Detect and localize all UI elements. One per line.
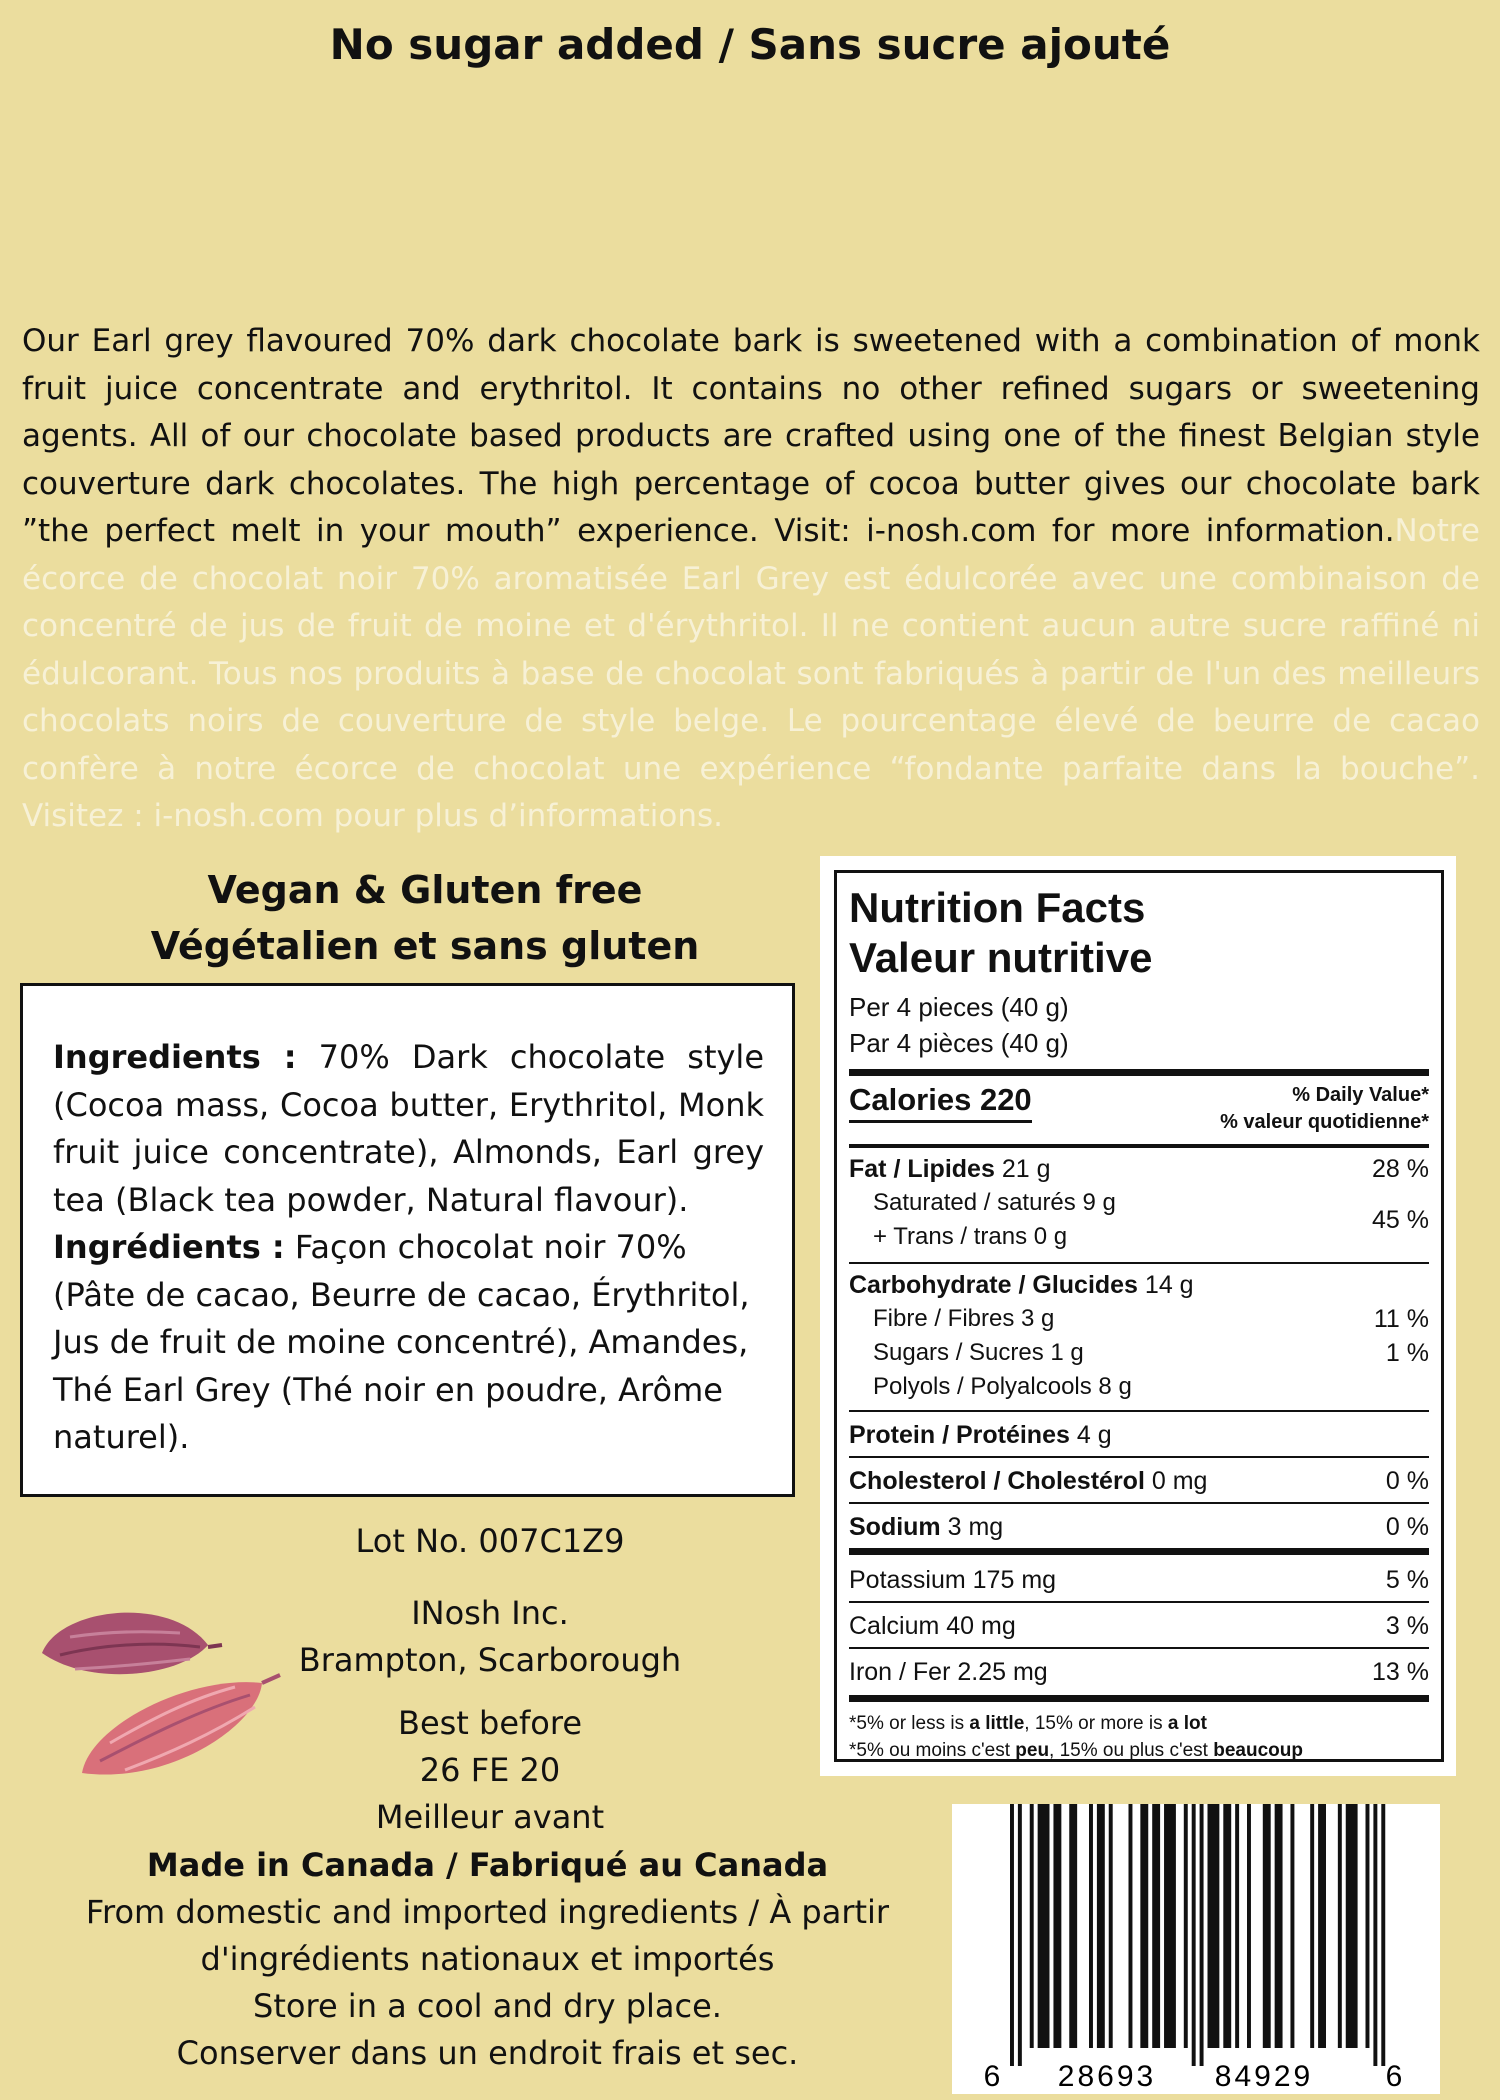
- barcode-bar: [1184, 1804, 1188, 2048]
- barcode-bar: [1089, 1804, 1093, 2048]
- footnote-en: *5% or less is a little, 15% or more is a lot: [849, 1713, 1207, 1734]
- barcode-bar: [1310, 1804, 1314, 2048]
- calories-row: [849, 1076, 1429, 1144]
- fat-block: [849, 1148, 1429, 1254]
- ingredients-label-en: Ingredients :: [53, 1038, 297, 1076]
- ingredients-text-en: 70% Dark chocolate style (Cocoa mass, Cocoa butter, Erythritol, Monk fruit juice concentrate), Almonds, Earl grey tea (Black tea powder, Natural flavour).: [53, 1038, 765, 1219]
- calcium-row: [849, 1603, 1429, 1647]
- barcode-bar: [1129, 1804, 1133, 2048]
- barcode-bar: [1097, 1804, 1105, 2048]
- carbohydrate-row: [849, 1268, 1429, 1302]
- ingredients-french: [53, 1224, 764, 1462]
- barcode-bar: [1373, 1804, 1377, 2066]
- sat-trans-pct: 45 %: [1372, 1206, 1429, 1234]
- daily-value-header: [1220, 1082, 1429, 1136]
- storage-french: Conserver dans un endroit frais et sec.: [176, 2034, 799, 2072]
- sugars-row: Sugars / Sucres 1 g: [873, 1339, 1084, 1366]
- ingredients-label-fr: Ingrédients :: [53, 1228, 285, 1266]
- potassium-label: Potassium 175 mg: [849, 1566, 1057, 1594]
- storage-english: Store in a cool and dry place.: [253, 1987, 722, 2025]
- barcode-bar: [1140, 1804, 1148, 2048]
- barcode-bar: [1381, 1804, 1385, 2066]
- polyols-row: Polyols / Polyalcools 8 g: [873, 1373, 1132, 1400]
- nutrition-title: [849, 883, 1429, 983]
- fibre-pct: 11 %: [1373, 1305, 1429, 1333]
- sodium-amount: 3 mg: [947, 1513, 1004, 1541]
- carbohydrate-label: Carbohydrate / Glucides: [849, 1271, 1138, 1299]
- cholesterol-amount: 0 mg: [1151, 1467, 1208, 1495]
- barcode-bar: [1263, 1804, 1271, 2048]
- barcode-bar: [1366, 1804, 1370, 2048]
- potassium-row: [849, 1555, 1429, 1601]
- serving-size-fr: Par 4 pièces (40 g): [849, 1028, 1069, 1058]
- nutrition-title-fr: Valeur nutritive: [849, 934, 1153, 981]
- saturated-row: Saturated / saturés 9 g: [873, 1189, 1116, 1216]
- product-description: [22, 318, 1480, 841]
- ingredients-english: [53, 1034, 764, 1224]
- carbohydrate-amount: 14 g: [1144, 1271, 1194, 1299]
- diet-claim-french: Végétalien et sans gluten: [150, 924, 700, 968]
- description-english: Our Earl grey flavoured 70% dark chocolate bark is sweetened with a combination of monk fruit juice concentrate and erythritol. It contains no other refined sugars or sweetening agents. All of our chocolate based products are crafted using one of the finest Belgian style couverture dark chocolates. The high percentage of cocoa butter gives our chocolate bark ”the perfect melt in your mouth” experience. Visit: i-nosh.com for more information.: [22, 323, 1480, 549]
- barcode-digits-group-1: 28693: [1057, 2060, 1157, 2093]
- barcode-bar: [1223, 1804, 1231, 2048]
- calories: Calories 220: [849, 1082, 1032, 1123]
- barcode-bar: [1200, 1804, 1204, 2066]
- ingredients-text-fr: Façon chocolat noir 70% (Pâte de cacao, Beurre de cacao, Érythritol, Jus de fruit de moine concentré), Amandes, Thé Earl Grey (Thé noir en poudre, Arôme naturel).: [53, 1228, 750, 1456]
- daily-value-en: % Daily Value*: [1292, 1084, 1429, 1106]
- origin-line-2: d'ingrédients nationaux et importés: [200, 1940, 775, 1978]
- ingredients-box: [20, 983, 795, 1497]
- barcode-bars: [952, 1804, 1440, 2094]
- headline: No sugar added / Sans sucre ajouté: [329, 20, 1171, 69]
- nutrition-facts-table: [834, 870, 1444, 1762]
- barcode-bar: [1030, 1804, 1034, 2048]
- potassium-pct: 5 %: [1385, 1566, 1429, 1594]
- barcode-bar: [1235, 1804, 1239, 2048]
- sodium-row: [849, 1504, 1429, 1548]
- nutrition-footnote: [849, 1702, 1429, 1764]
- sodium-pct: 0 %: [1385, 1513, 1429, 1541]
- calcium-label: Calcium 40 mg: [849, 1612, 1016, 1640]
- fat-pct: 28 %: [1372, 1155, 1429, 1183]
- protein-label: Protein / Protéines: [849, 1421, 1070, 1449]
- iron-pct: 13 %: [1372, 1658, 1429, 1686]
- barcode-bar: [1338, 1804, 1342, 2048]
- barcode-bar: [1069, 1804, 1077, 2048]
- manufacturer-name: INosh Inc.: [411, 1594, 569, 1632]
- barcode-bar: [1053, 1804, 1061, 2048]
- barcode-bar: [1152, 1804, 1160, 2048]
- serving-size: [849, 989, 1429, 1061]
- footnote-fr: *5% ou moins c'est peu, 15% ou plus c'est beaucoup: [849, 1740, 1303, 1761]
- serving-size-en: Per 4 pieces (40 g): [849, 992, 1069, 1022]
- barcode-digit-right: 6: [1385, 2060, 1403, 2093]
- barcode-digits-group-2: 84929: [1214, 2060, 1314, 2093]
- carbohydrate-block: [849, 1264, 1429, 1404]
- barcode-bar: [1290, 1804, 1294, 2048]
- best-before: [20, 1700, 960, 1841]
- barcode-bar: [1247, 1804, 1251, 2048]
- origin-line-1: From domestic and imported ingredients / À partir: [85, 1893, 890, 1931]
- nutrition-title-en: Nutrition Facts: [849, 884, 1146, 931]
- description-french: Notre écorce de chocolat noir 70% aromatisée Earl Grey est édulcorée avec une combinaison de concentré de jus de fruit de moine et d'érythritol. Il ne contient aucun autre sucre raffiné ni édulcorant. Tous nos produits à base de chocolat sont fabriqués à partir de l'un des meilleurs chocolats noirs de couverture de style belge. Le pourcentage élevé de beurre de cacao confère à notre écorce de chocolat une expérience “fondante parfaite dans la bouche”. Visitez : i-nosh.com pour plus d’informations.: [22, 513, 1480, 834]
- iron-label: Iron / Fer 2.25 mg: [849, 1658, 1048, 1686]
- barcode-bar: [1018, 1804, 1022, 2066]
- protein-amount: 4 g: [1076, 1421, 1112, 1449]
- lot-number: Lot No. 007C1Z9: [355, 1522, 625, 1560]
- best-before-label-en: Best before: [397, 1704, 582, 1742]
- barcode-bar: [1318, 1804, 1326, 2048]
- iron-row: [849, 1649, 1429, 1695]
- best-before-label-fr: Meilleur avant: [375, 1798, 605, 1836]
- origin-storage-info: [20, 1842, 955, 2077]
- barcode-bar: [1010, 1804, 1014, 2066]
- sodium-label: Sodium: [849, 1513, 941, 1541]
- fat-amount: 21 g: [1001, 1155, 1051, 1183]
- protein-row: [849, 1412, 1429, 1456]
- barcode-bar: [1208, 1804, 1220, 2048]
- barcode-digit-left: 6: [983, 2060, 1001, 2093]
- sugars-pct: 1 %: [1385, 1339, 1429, 1367]
- diet-claim-english: Vegan & Gluten free: [207, 868, 643, 912]
- barcode-bar: [1346, 1804, 1358, 2048]
- manufacturer: [20, 1590, 960, 1684]
- barcode-bar: [1192, 1804, 1196, 2066]
- manufacturer-location: Brampton, Scarborough: [298, 1641, 682, 1679]
- fat-label: Fat / Lipides: [849, 1155, 995, 1183]
- barcode-bar: [1164, 1804, 1176, 2048]
- barcode-bar: [1109, 1804, 1113, 2048]
- cholesterol-label: Cholesterol / Cholestérol: [849, 1467, 1145, 1495]
- cholesterol-pct: 0 %: [1385, 1467, 1429, 1495]
- trans-row: + Trans / trans 0 g: [873, 1223, 1068, 1250]
- fibre-row: Fibre / Fibres 3 g: [873, 1305, 1055, 1332]
- calcium-pct: 3 %: [1385, 1612, 1429, 1640]
- made-in-canada: Made in Canada / Fabriqué au Canada: [146, 1846, 829, 1884]
- fat-row: [849, 1152, 1116, 1186]
- upc-barcode: [952, 1804, 1440, 2094]
- cholesterol-row: [849, 1458, 1429, 1502]
- barcode-bar: [1038, 1804, 1050, 2048]
- daily-value-fr: % valeur quotidienne*: [1220, 1111, 1429, 1133]
- best-before-date: 26 FE 20: [419, 1751, 561, 1789]
- barcode-bar: [1275, 1804, 1283, 2048]
- diet-claim: [20, 862, 830, 974]
